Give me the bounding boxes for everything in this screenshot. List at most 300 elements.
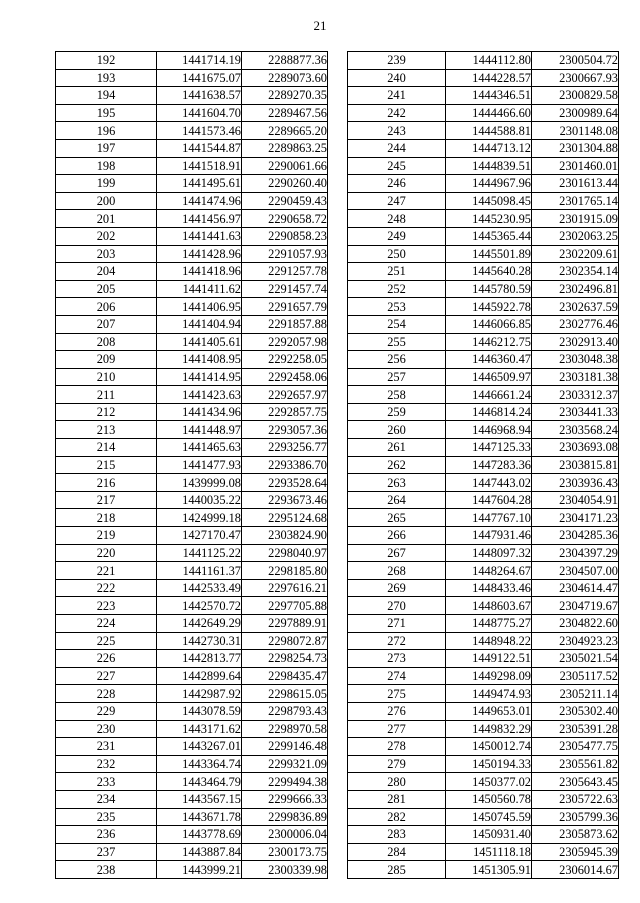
point-number-cell: 249: [348, 227, 446, 245]
table-row: [56, 702, 328, 720]
x-coordinate-cell: 1442533.49: [157, 579, 242, 597]
y-coordinate-cell: 2305021.54: [532, 650, 619, 668]
x-coordinate-cell: 1451305.91: [446, 861, 532, 879]
x-coordinate-cell: 1441465.63: [157, 439, 242, 457]
table-row: [56, 421, 328, 439]
x-coordinate-cell: 1441423.63: [157, 386, 242, 404]
point-number-cell: 204: [56, 263, 157, 281]
point-number-cell: 254: [348, 315, 446, 333]
x-coordinate-cell: 1442813.77: [157, 650, 242, 668]
point-number-cell: 240: [348, 69, 446, 87]
y-coordinate-cell: 2289863.25: [242, 139, 328, 157]
table-row: [56, 263, 328, 281]
table-row: [56, 210, 328, 228]
point-number-cell: 232: [56, 755, 157, 773]
table-row: [56, 632, 328, 650]
y-coordinate-cell: 2292057.98: [242, 333, 328, 351]
x-coordinate-cell: 1441408.95: [157, 351, 242, 369]
y-coordinate-cell: 2298435.47: [242, 667, 328, 685]
table-row: [56, 773, 328, 791]
table-row: [56, 69, 328, 87]
y-coordinate-cell: 2290260.40: [242, 175, 328, 193]
x-coordinate-cell: 1441495.61: [157, 175, 242, 193]
point-number-cell: 241: [348, 87, 446, 105]
table-row: [348, 210, 619, 228]
point-number-cell: 210: [56, 368, 157, 386]
table-row: [56, 403, 328, 421]
point-number-cell: 219: [56, 527, 157, 545]
table-row: [348, 245, 619, 263]
y-coordinate-cell: 2305799.36: [532, 808, 619, 826]
table-row: [56, 104, 328, 122]
x-coordinate-cell: 1441406.95: [157, 298, 242, 316]
point-number-cell: 260: [348, 421, 446, 439]
y-coordinate-cell: 2295124.68: [242, 509, 328, 527]
x-coordinate-cell: 1446661.24: [446, 386, 532, 404]
y-coordinate-cell: 2304397.29: [532, 544, 619, 562]
y-coordinate-cell: 2292657.97: [242, 386, 328, 404]
point-number-cell: 263: [348, 474, 446, 492]
x-coordinate-cell: 1444466.60: [446, 104, 532, 122]
table-row: [348, 597, 619, 615]
table-row: [56, 351, 328, 369]
point-number-cell: 231: [56, 738, 157, 756]
table-row: [348, 667, 619, 685]
point-number-cell: 228: [56, 685, 157, 703]
y-coordinate-cell: 2305722.63: [532, 790, 619, 808]
point-number-cell: 201: [56, 210, 157, 228]
x-coordinate-cell: 1448948.22: [446, 632, 532, 650]
point-number-cell: 218: [56, 509, 157, 527]
point-number-cell: 206: [56, 298, 157, 316]
table-row: [348, 157, 619, 175]
table-row: [56, 491, 328, 509]
x-coordinate-cell: 1441714.19: [157, 52, 242, 70]
table-row: [348, 122, 619, 140]
point-number-cell: 262: [348, 456, 446, 474]
table-row: [348, 192, 619, 210]
table-row: [56, 333, 328, 351]
x-coordinate-cell: 1445922.78: [446, 298, 532, 316]
point-number-cell: 227: [56, 667, 157, 685]
y-coordinate-cell: 2291457.74: [242, 280, 328, 298]
table-row: [56, 579, 328, 597]
table-row: [348, 104, 619, 122]
point-number-cell: 268: [348, 562, 446, 580]
x-coordinate-cell: 1443078.59: [157, 702, 242, 720]
y-coordinate-cell: 2301460.01: [532, 157, 619, 175]
point-number-cell: 270: [348, 597, 446, 615]
x-coordinate-cell: 1445230.95: [446, 210, 532, 228]
point-number-cell: 222: [56, 579, 157, 597]
y-coordinate-cell: 2300339.98: [242, 861, 328, 879]
x-coordinate-cell: 1443464.79: [157, 773, 242, 791]
point-number-cell: 265: [348, 509, 446, 527]
x-coordinate-cell: 1441604.70: [157, 104, 242, 122]
point-number-cell: 242: [348, 104, 446, 122]
y-coordinate-cell: 2292857.75: [242, 403, 328, 421]
table-row: [56, 667, 328, 685]
table-row: [56, 755, 328, 773]
y-coordinate-cell: 2298072.87: [242, 632, 328, 650]
y-coordinate-cell: 2303181.38: [532, 368, 619, 386]
point-number-cell: 193: [56, 69, 157, 87]
y-coordinate-cell: 2289467.56: [242, 104, 328, 122]
y-coordinate-cell: 2298185.80: [242, 562, 328, 580]
table-row: [56, 315, 328, 333]
y-coordinate-cell: 2305302.40: [532, 702, 619, 720]
y-coordinate-cell: 2304285.36: [532, 527, 619, 545]
coordinates-table-left: [55, 51, 328, 879]
y-coordinate-cell: 2304719.67: [532, 597, 619, 615]
point-number-cell: 209: [56, 351, 157, 369]
point-number-cell: 223: [56, 597, 157, 615]
x-coordinate-cell: 1439999.08: [157, 474, 242, 492]
point-number-cell: 229: [56, 702, 157, 720]
x-coordinate-cell: 1444967.96: [446, 175, 532, 193]
point-number-cell: 230: [56, 720, 157, 738]
x-coordinate-cell: 1441573.46: [157, 122, 242, 140]
table-row: [56, 298, 328, 316]
x-coordinate-cell: 1424999.18: [157, 509, 242, 527]
table-row: [56, 509, 328, 527]
x-coordinate-cell: 1443267.01: [157, 738, 242, 756]
point-number-cell: 208: [56, 333, 157, 351]
x-coordinate-cell: 1450194.33: [446, 755, 532, 773]
table-row: [348, 702, 619, 720]
x-coordinate-cell: 1443887.84: [157, 843, 242, 861]
table-row: [348, 421, 619, 439]
x-coordinate-cell: 1441477.93: [157, 456, 242, 474]
point-number-cell: 261: [348, 439, 446, 457]
point-number-cell: 273: [348, 650, 446, 668]
x-coordinate-cell: 1447931.46: [446, 527, 532, 545]
point-number-cell: 213: [56, 421, 157, 439]
x-coordinate-cell: 1441456.97: [157, 210, 242, 228]
x-coordinate-cell: 1441448.97: [157, 421, 242, 439]
table-row: [56, 87, 328, 105]
table-row: [348, 562, 619, 580]
table-row: [348, 527, 619, 545]
y-coordinate-cell: 2300989.64: [532, 104, 619, 122]
x-coordinate-cell: 1449653.01: [446, 702, 532, 720]
point-number-cell: 283: [348, 826, 446, 844]
x-coordinate-cell: 1443567.15: [157, 790, 242, 808]
y-coordinate-cell: 2290459.43: [242, 192, 328, 210]
y-coordinate-cell: 2290061.66: [242, 157, 328, 175]
point-number-cell: 224: [56, 615, 157, 633]
x-coordinate-cell: 1446066.85: [446, 315, 532, 333]
table-row: [348, 227, 619, 245]
point-number-cell: 235: [56, 808, 157, 826]
point-number-cell: 202: [56, 227, 157, 245]
point-number-cell: 203: [56, 245, 157, 263]
y-coordinate-cell: 2299836.89: [242, 808, 328, 826]
y-coordinate-cell: 2303312.37: [532, 386, 619, 404]
table-row: [348, 368, 619, 386]
point-number-cell: 199: [56, 175, 157, 193]
x-coordinate-cell: 1441474.96: [157, 192, 242, 210]
y-coordinate-cell: 2293386.70: [242, 456, 328, 474]
y-coordinate-cell: 2304923.23: [532, 632, 619, 650]
table-row: [348, 87, 619, 105]
x-coordinate-cell: 1444228.57: [446, 69, 532, 87]
x-coordinate-cell: 1441411.62: [157, 280, 242, 298]
y-coordinate-cell: 2298254.73: [242, 650, 328, 668]
table-row: [348, 790, 619, 808]
x-coordinate-cell: 1445365.44: [446, 227, 532, 245]
point-number-cell: 253: [348, 298, 446, 316]
x-coordinate-cell: 1441405.61: [157, 333, 242, 351]
x-coordinate-cell: 1444588.81: [446, 122, 532, 140]
y-coordinate-cell: 2298040.97: [242, 544, 328, 562]
y-coordinate-cell: 2302063.25: [532, 227, 619, 245]
x-coordinate-cell: 1444839.51: [446, 157, 532, 175]
point-number-cell: 264: [348, 491, 446, 509]
table-row: [348, 139, 619, 157]
y-coordinate-cell: 2303693.08: [532, 439, 619, 457]
point-number-cell: 195: [56, 104, 157, 122]
table-row: [348, 403, 619, 421]
table-row: [56, 139, 328, 157]
point-number-cell: 216: [56, 474, 157, 492]
y-coordinate-cell: 2291057.93: [242, 245, 328, 263]
x-coordinate-cell: 1449474.93: [446, 685, 532, 703]
x-coordinate-cell: 1441161.37: [157, 562, 242, 580]
x-coordinate-cell: 1442899.64: [157, 667, 242, 685]
point-number-cell: 221: [56, 562, 157, 580]
y-coordinate-cell: 2305117.52: [532, 667, 619, 685]
point-number-cell: 274: [348, 667, 446, 685]
y-coordinate-cell: 2299321.09: [242, 755, 328, 773]
y-coordinate-cell: 2300006.04: [242, 826, 328, 844]
x-coordinate-cell: 1445640.28: [446, 263, 532, 281]
x-coordinate-cell: 1441418.96: [157, 263, 242, 281]
y-coordinate-cell: 2303048.38: [532, 351, 619, 369]
table-row: [348, 52, 619, 70]
y-coordinate-cell: 2292458.06: [242, 368, 328, 386]
point-number-cell: 284: [348, 843, 446, 861]
x-coordinate-cell: 1444346.51: [446, 87, 532, 105]
point-number-cell: 217: [56, 491, 157, 509]
x-coordinate-cell: 1449298.09: [446, 667, 532, 685]
y-coordinate-cell: 2298970.58: [242, 720, 328, 738]
table-row: [348, 315, 619, 333]
y-coordinate-cell: 2301613.44: [532, 175, 619, 193]
x-coordinate-cell: 1442987.92: [157, 685, 242, 703]
point-number-cell: 271: [348, 615, 446, 633]
point-number-cell: 233: [56, 773, 157, 791]
y-coordinate-cell: 2302776.46: [532, 315, 619, 333]
y-coordinate-cell: 2305945.39: [532, 843, 619, 861]
x-coordinate-cell: 1446814.24: [446, 403, 532, 421]
point-number-cell: 236: [56, 826, 157, 844]
x-coordinate-cell: 1445780.59: [446, 280, 532, 298]
table-row: [56, 157, 328, 175]
point-number-cell: 278: [348, 738, 446, 756]
y-coordinate-cell: 2305391.28: [532, 720, 619, 738]
point-number-cell: 279: [348, 755, 446, 773]
point-number-cell: 197: [56, 139, 157, 157]
x-coordinate-cell: 1447767.10: [446, 509, 532, 527]
point-number-cell: 244: [348, 139, 446, 157]
table-row: [348, 491, 619, 509]
table-row: [56, 368, 328, 386]
point-number-cell: 196: [56, 122, 157, 140]
x-coordinate-cell: 1441518.91: [157, 157, 242, 175]
y-coordinate-cell: 2288877.36: [242, 52, 328, 70]
point-number-cell: 248: [348, 210, 446, 228]
y-coordinate-cell: 2303936.43: [532, 474, 619, 492]
x-coordinate-cell: 1440035.22: [157, 491, 242, 509]
x-coordinate-cell: 1441428.96: [157, 245, 242, 263]
table-row: [348, 333, 619, 351]
point-number-cell: 257: [348, 368, 446, 386]
point-number-cell: 247: [348, 192, 446, 210]
y-coordinate-cell: 2303824.90: [242, 527, 328, 545]
table-row: [348, 579, 619, 597]
point-number-cell: 214: [56, 439, 157, 457]
x-coordinate-cell: 1442649.29: [157, 615, 242, 633]
point-number-cell: 246: [348, 175, 446, 193]
x-coordinate-cell: 1441638.57: [157, 87, 242, 105]
y-coordinate-cell: 2302354.14: [532, 263, 619, 281]
y-coordinate-cell: 2304822.60: [532, 615, 619, 633]
x-coordinate-cell: 1441404.94: [157, 315, 242, 333]
table-row: [56, 826, 328, 844]
y-coordinate-cell: 2305873.62: [532, 826, 619, 844]
x-coordinate-cell: 1449832.29: [446, 720, 532, 738]
x-coordinate-cell: 1450745.59: [446, 808, 532, 826]
table-row: [348, 755, 619, 773]
x-coordinate-cell: 1443778.69: [157, 826, 242, 844]
table-row: [348, 69, 619, 87]
page-number: 21: [313, 18, 327, 33]
point-number-cell: 238: [56, 861, 157, 879]
table-row: [348, 456, 619, 474]
y-coordinate-cell: 2305643.45: [532, 773, 619, 791]
y-coordinate-cell: 2304614.47: [532, 579, 619, 597]
point-number-cell: 251: [348, 263, 446, 281]
x-coordinate-cell: 1442730.31: [157, 632, 242, 650]
y-coordinate-cell: 2299146.48: [242, 738, 328, 756]
y-coordinate-cell: 2301304.88: [532, 139, 619, 157]
point-number-cell: 200: [56, 192, 157, 210]
table-row: [348, 351, 619, 369]
y-coordinate-cell: 2291257.78: [242, 263, 328, 281]
table-row: [348, 298, 619, 316]
y-coordinate-cell: 2300667.93: [532, 69, 619, 87]
point-number-cell: 237: [56, 843, 157, 861]
y-coordinate-cell: 2293528.64: [242, 474, 328, 492]
y-coordinate-cell: 2303441.33: [532, 403, 619, 421]
y-coordinate-cell: 2300829.58: [532, 87, 619, 105]
y-coordinate-cell: 2291857.88: [242, 315, 328, 333]
point-number-cell: 239: [348, 52, 446, 70]
table-row: [56, 280, 328, 298]
table-row: [56, 544, 328, 562]
table-row: [56, 456, 328, 474]
point-number-cell: 245: [348, 157, 446, 175]
x-coordinate-cell: 1443364.74: [157, 755, 242, 773]
y-coordinate-cell: 2289665.20: [242, 122, 328, 140]
y-coordinate-cell: 2292258.05: [242, 351, 328, 369]
table-row: [348, 632, 619, 650]
table-row: [56, 52, 328, 70]
y-coordinate-cell: 2300504.72: [532, 52, 619, 70]
point-number-cell: 225: [56, 632, 157, 650]
x-coordinate-cell: 1447283.36: [446, 456, 532, 474]
point-number-cell: 226: [56, 650, 157, 668]
x-coordinate-cell: 1451118.18: [446, 843, 532, 861]
point-number-cell: 281: [348, 790, 446, 808]
x-coordinate-cell: 1446212.75: [446, 333, 532, 351]
table-row: [348, 615, 619, 633]
table-row: [348, 175, 619, 193]
table-row: [56, 738, 328, 756]
table-row: [348, 439, 619, 457]
point-number-cell: 211: [56, 386, 157, 404]
x-coordinate-cell: 1450560.78: [446, 790, 532, 808]
point-number-cell: 282: [348, 808, 446, 826]
x-coordinate-cell: 1444713.12: [446, 139, 532, 157]
point-number-cell: 277: [348, 720, 446, 738]
y-coordinate-cell: 2293057.36: [242, 421, 328, 439]
y-coordinate-cell: 2302496.81: [532, 280, 619, 298]
table-row: [56, 720, 328, 738]
x-coordinate-cell: 1448433.46: [446, 579, 532, 597]
table-row: [56, 122, 328, 140]
table-row: [56, 245, 328, 263]
table-row: [56, 597, 328, 615]
point-number-cell: 266: [348, 527, 446, 545]
point-number-cell: 220: [56, 544, 157, 562]
table-row: [348, 280, 619, 298]
table-row: [56, 843, 328, 861]
table-row: [56, 861, 328, 879]
point-number-cell: 252: [348, 280, 446, 298]
point-number-cell: 275: [348, 685, 446, 703]
y-coordinate-cell: 2305211.14: [532, 685, 619, 703]
table-row: [348, 474, 619, 492]
y-coordinate-cell: 2304171.23: [532, 509, 619, 527]
x-coordinate-cell: 1447604.28: [446, 491, 532, 509]
y-coordinate-cell: 2293673.46: [242, 491, 328, 509]
y-coordinate-cell: 2299666.33: [242, 790, 328, 808]
x-coordinate-cell: 1448603.67: [446, 597, 532, 615]
x-coordinate-cell: 1450012.74: [446, 738, 532, 756]
y-coordinate-cell: 2290858.23: [242, 227, 328, 245]
x-coordinate-cell: 1448097.32: [446, 544, 532, 562]
x-coordinate-cell: 1441434.96: [157, 403, 242, 421]
x-coordinate-cell: 1449122.51: [446, 650, 532, 668]
table-row: [56, 685, 328, 703]
y-coordinate-cell: 2304507.00: [532, 562, 619, 580]
table-row: [348, 861, 619, 879]
table-row: [56, 227, 328, 245]
y-coordinate-cell: 2301915.09: [532, 210, 619, 228]
point-number-cell: 272: [348, 632, 446, 650]
x-coordinate-cell: 1447443.02: [446, 474, 532, 492]
y-coordinate-cell: 2298793.43: [242, 702, 328, 720]
table-row: [348, 738, 619, 756]
table-row: [56, 175, 328, 193]
x-coordinate-cell: 1444112.80: [446, 52, 532, 70]
table-row: [56, 527, 328, 545]
point-number-cell: 243: [348, 122, 446, 140]
point-number-cell: 192: [56, 52, 157, 70]
table-row: [56, 439, 328, 457]
